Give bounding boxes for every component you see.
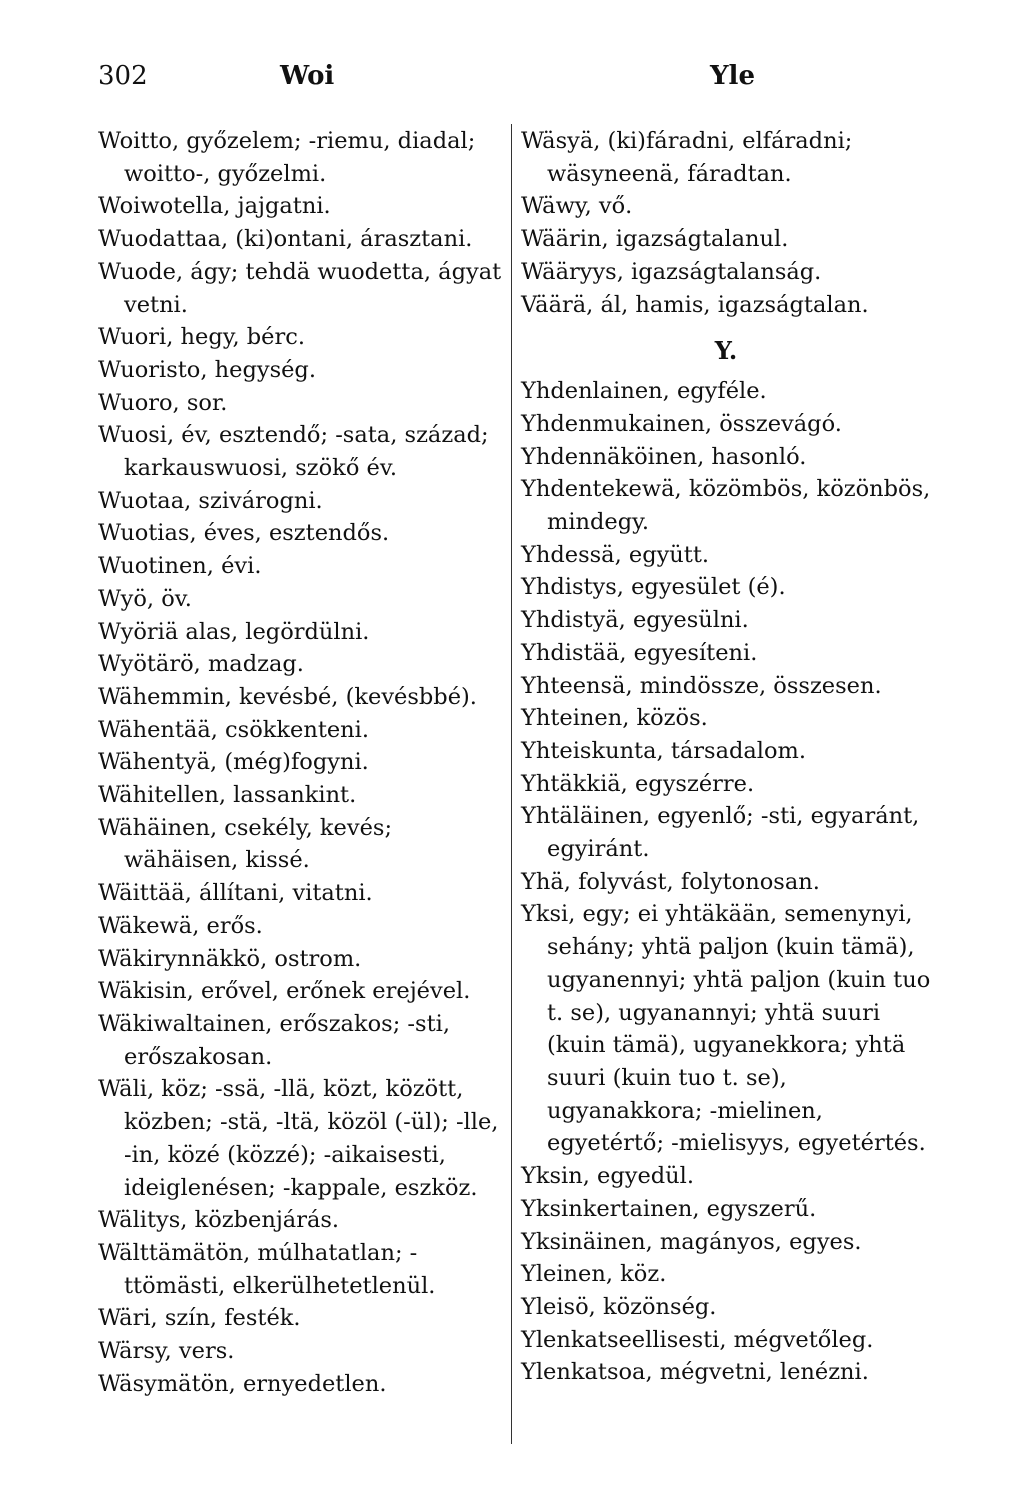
dictionary-entry: Wuotias, éves, esztendős. xyxy=(98,520,390,547)
dictionary-entry: Woiwotella, jajgatni. xyxy=(98,193,331,220)
dictionary-entry: Yhä, folyvást, folytonosan. xyxy=(521,868,820,895)
dictionary-entry: Wuotaa, szivárogni. xyxy=(98,487,323,514)
dictionary-entry: Yhdessä, együtt. xyxy=(521,541,710,568)
dictionary-entry: Wähäinen, csekély, kevés; wähäisen, kissé. xyxy=(98,814,393,874)
left-column xyxy=(98,125,506,1400)
dictionary-entry: Yksi, egy; ei yhtäkään, semenynyi, sehány; yhtä paljon (kuin tämä), ugyanennyi; yhtä paljon (kuin tuo t. se), ugyanannyi; yhtä suuri (kuin tämä), ugyanekkora; yhtä suuri (kuin tuo t. se), ugyanakkora; -mielinen, egyetértő; -mielisyys, egyetértés. xyxy=(521,901,931,1157)
right-column-top-entries xyxy=(521,125,931,321)
dictionary-entry: Woitto, győzelem; -riemu, diadal; woitto-, győzelmi. xyxy=(98,128,476,187)
dictionary-entry: Väärä, ál, hamis, igazságtalan. xyxy=(521,291,869,318)
column-divider xyxy=(511,124,512,1444)
dictionary-entry: Wäkewä, erős. xyxy=(98,912,263,939)
dictionary-entry: Wäärin, igazságtalanul. xyxy=(521,226,789,253)
dictionary-entry: Wäittää, állítani, vitatni. xyxy=(98,880,373,907)
dictionary-entry: Wuode, ágy; tehdä wuodetta, ágyat vetni. xyxy=(98,258,502,318)
dictionary-entry: Wähitellen, lassankint. xyxy=(98,782,357,809)
right-column-bottom-entries xyxy=(521,375,931,1389)
dictionary-entry: Wuotinen, évi. xyxy=(98,553,262,580)
dictionary-entry: Wähemmin, kevésbé, (kevésbbé). xyxy=(98,683,477,710)
left-guide-word: Woi xyxy=(280,61,335,91)
dictionary-entry: Yhteensä, mindössze, összesen. xyxy=(521,672,882,699)
dictionary-entry: Wälitys, közbenjárás. xyxy=(98,1207,340,1234)
dictionary-entry: Yksin, egyedül. xyxy=(521,1163,695,1190)
dictionary-entry: Yhdenmukainen, összevágó. xyxy=(521,410,842,437)
dictionary-entry: Wäwy, vő. xyxy=(521,193,633,220)
dictionary-entry: Ylenkatseellisesti, mégvetőleg. xyxy=(521,1326,874,1353)
dictionary-entry: Ylenkatsoa, mégvetni, lenézni. xyxy=(521,1359,869,1386)
dictionary-entry: Yhdistyä, egyesülni. xyxy=(521,607,749,634)
right-guide-word: Yle xyxy=(710,61,755,91)
dictionary-entry: Yhdennäköinen, hasonló. xyxy=(521,443,807,470)
dictionary-entry: Wyö, öv. xyxy=(98,585,192,612)
dictionary-entry: Wälttämätön, múlhatatlan; -ttömästi, elkerülhetetlenül. xyxy=(98,1239,436,1299)
dictionary-entry: Wäkirynnäkkö, ostrom. xyxy=(98,945,362,972)
dictionary-entry: Wäsymätön, ernyedetlen. xyxy=(98,1370,387,1397)
dictionary-entry: Wuori, hegy, bérc. xyxy=(98,324,305,351)
section-letter-heading: Y. xyxy=(714,336,738,366)
dictionary-entry: Yhteiskunta, társadalom. xyxy=(521,737,807,764)
dictionary-entry: Yhdistää, egyesíteni. xyxy=(521,639,758,666)
dictionary-entry: Yhdenlainen, egyféle. xyxy=(521,378,767,405)
right-column xyxy=(521,125,931,1389)
dictionary-entry: Wuodattaa, (ki)ontani, árasztani. xyxy=(98,226,473,253)
dictionary-entry: Wyöriä alas, legördülni. xyxy=(98,618,370,645)
dictionary-entry: Wäsyä, (ki)fáradni, elfáradni; wäsyneenä, fáradtan. xyxy=(521,128,853,187)
dictionary-entry: Yleisö, közönség. xyxy=(521,1293,717,1320)
dictionary-entry: Wäli, köz; -ssä, -llä, közt, között, közben; -stä, -ltä, közöl (-ül); -lle, -in, közé (közzé); -aikaisesti, ideiglenésen; -kappale, eszköz. xyxy=(98,1076,499,1201)
dictionary-entry: Wuoro, sor. xyxy=(98,389,228,416)
dictionary-entry: Wääryys, igazságtalanság. xyxy=(521,258,822,285)
dictionary-entry: Yhdistys, egyesület (é). xyxy=(521,574,786,601)
dictionary-entry: Yksinkertainen, egyszerű. xyxy=(521,1195,817,1222)
dictionary-entry: Yhtäläinen, egyenlő; -sti, egyaránt, egyiránt. xyxy=(521,803,920,863)
dictionary-entry: Wäkisin, erővel, erőnek erejével. xyxy=(98,978,471,1005)
dictionary-entry: Yhdentekewä, közömbös, közönbös, mindegy. xyxy=(521,476,931,536)
dictionary-entry: Yhtäkkiä, egyszérre. xyxy=(521,770,755,797)
dictionary-entry: Wyötärö, madzag. xyxy=(98,651,304,678)
dictionary-entry: Yhteinen, közös. xyxy=(521,705,708,732)
dictionary-entry: Wärsy, vers. xyxy=(98,1338,235,1365)
page-header xyxy=(98,56,918,96)
dictionary-entry: Wuoristo, hegység. xyxy=(98,356,316,383)
dictionary-entry: Wähentää, csökkenteni. xyxy=(98,716,370,743)
dictionary-entry: Wäkiwaltainen, erőszakos; -sti, erőszakosan. xyxy=(98,1010,450,1070)
dictionary-entry: Wähentyä, (még)fogyni. xyxy=(98,749,369,776)
dictionary-entry: Yksinäinen, magányos, egyes. xyxy=(521,1228,862,1255)
dictionary-entry: Wäri, szín, festék. xyxy=(98,1305,301,1332)
dictionary-entry: Wuosi, év, esztendő; -sata, század; karkauswuosi, szökő év. xyxy=(98,422,489,482)
page-number: 302 xyxy=(98,61,148,91)
dictionary-entry: Yleinen, köz. xyxy=(521,1261,667,1288)
